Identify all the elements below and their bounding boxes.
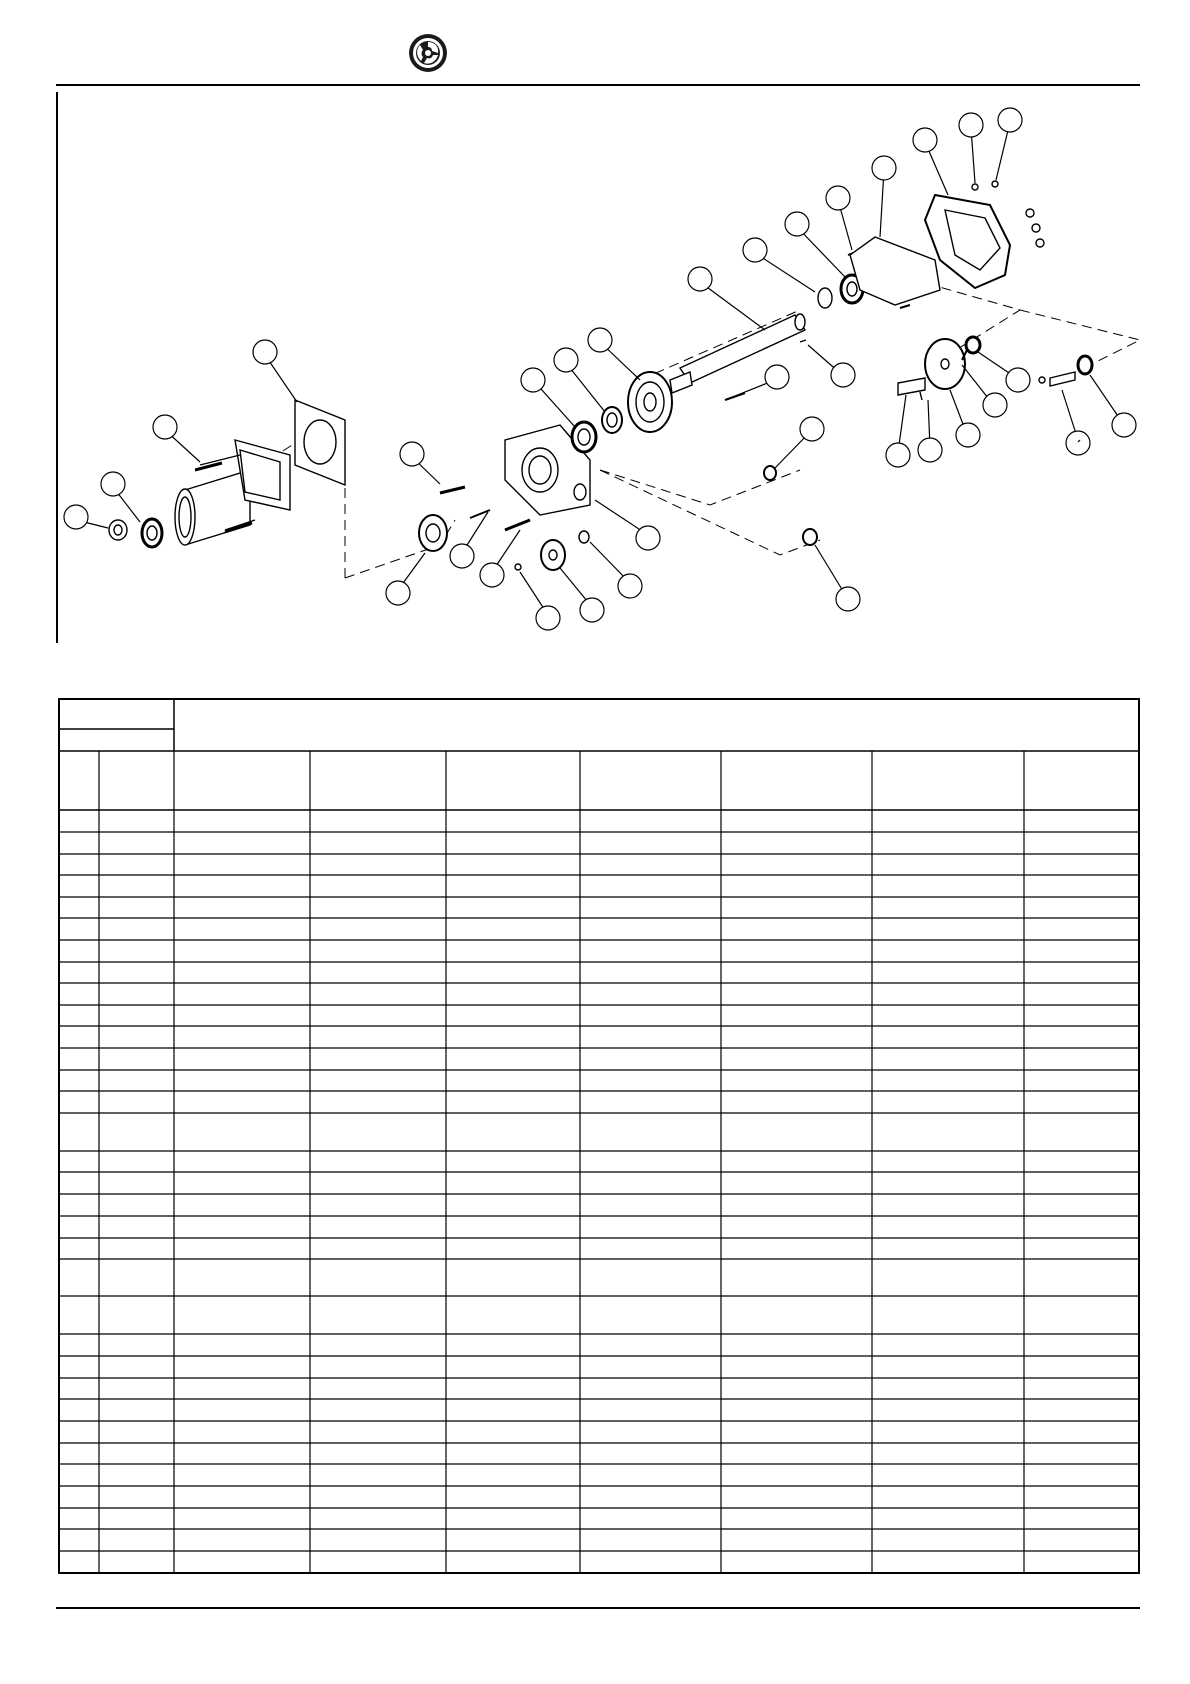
exploded-parts-diagram — [0, 0, 1190, 660]
footer-rule — [56, 1607, 1140, 1609]
parts-list-table — [58, 698, 1140, 1574]
parts-table-grid — [58, 698, 1140, 1574]
